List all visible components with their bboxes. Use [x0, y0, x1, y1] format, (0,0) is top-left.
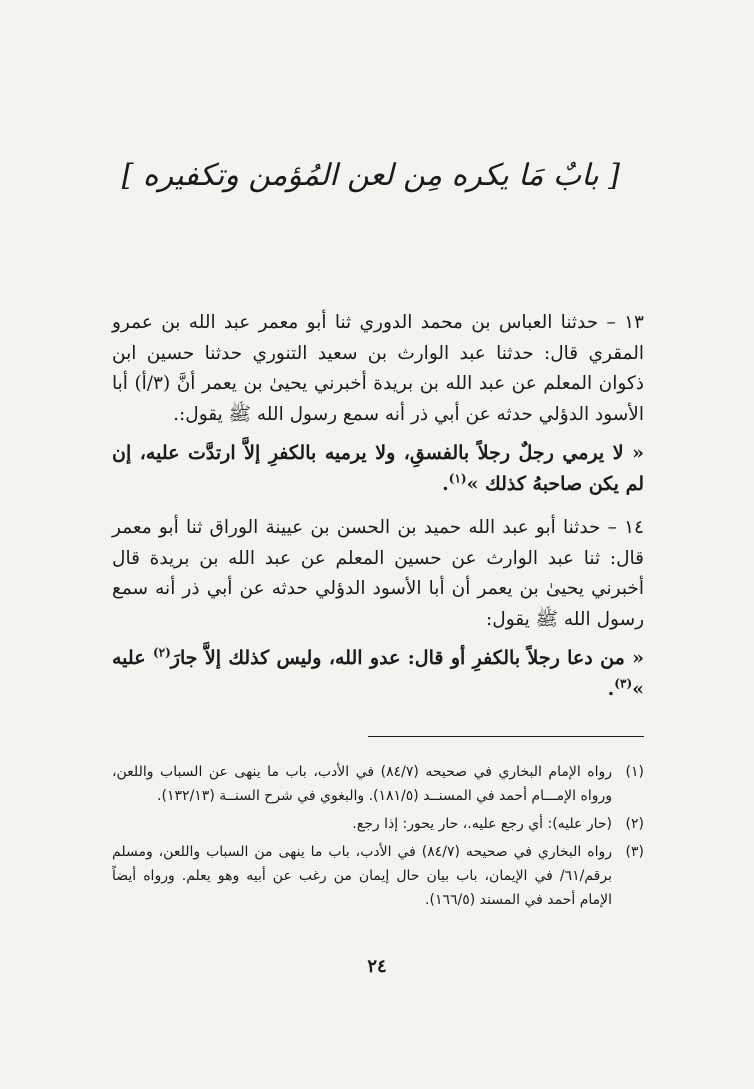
- footnote-ref-1[interactable]: (١): [448, 471, 467, 486]
- footnote-2: [112, 812, 644, 836]
- hadith-14-isnad: ١٤ – حدثنا أبو عبد الله حميد بن الحسن بن عيينة الوراق ثنا أبو معمر قال: ثنا عبد الوارث عن حسين المعلم عن عبد الله بن بريدة قال أخبرني يحيىٰ بن يعمر أن أبا الأسود الدؤلي حدثه عن أبي ذر أنه سمع رسول الله ﷺ يقول:: [112, 517, 644, 630]
- page-number: ٢٤: [367, 956, 387, 977]
- hadith-13-quote: « لا يرمي رجلٌ رجلاً بالفسقِ، ولا يرميه بالكفرِ إلاَّ ارتدَّت عليه، إن لم يكن صاحبهُ كذلك »$^{(١)}$.: [112, 442, 644, 495]
- footnote-ref-2[interactable]: (٢): [152, 645, 171, 660]
- footnote-text: (حار عليه): أي رجع عليه.، حار يحور: إذا رجع.: [352, 816, 612, 832]
- footnote-divider: [368, 736, 644, 737]
- main-text: [112, 308, 644, 704]
- footnote-number: (٣): [625, 844, 644, 860]
- hadith-13-isnad: ١٣ – حدثنا العباس بن محمد الدوري ثنا أبو معمر عبد الله بن عمرو المقري قال: حدثنا عبد الوارث بن سعيد التنوري حدثنا حسين ابن ذكوان المعلم عن عبد الله بن بريدة أخبرني يحيىٰ بن يعمر أنَّ (٣/أ) أبا الأسود الدؤلي حدثه عن أبي ذر أنه سمع رسول الله ﷺ يقول:.: [112, 312, 644, 425]
- chapter-title: [ بابٌ مَا يكره مِن لعن المُؤمن وتكفيره ]: [121, 158, 620, 193]
- hadith-14-quote: « من دعا رجلاً بالكفرِ أو قال: عدو الله، وليس كذلك إلاَّ جارَ$^{(٢)}$ عليه »$^{(٣)}$.: [112, 645, 645, 700]
- footnote-number: (١): [625, 764, 644, 780]
- footnote-number: (٢): [625, 816, 644, 832]
- footnotes: [112, 760, 644, 916]
- footnote-1: [112, 760, 644, 808]
- footnote-text: رواه البخاري في صحيحه (٨٤/٧) في الأدب، باب ما ينهى من السباب واللعن، ومسلم برقم/٦١/ في الإيمان، باب بيان حال إيمان من رغب عن أبيه وهو يعلم. ورواه أيضاً الإمام أحمد في المسند (١٦٦/٥).: [112, 844, 612, 908]
- hadith-13-quote-text: « لا يرمي رجلٌ رجلاً بالفسقِ، ولا يرميه بالكفرِ إلاَّ ارتدَّت عليه، إن لم يكن صاحبهُ كذلك »: [112, 442, 644, 495]
- hadith-14-quote-text: « من دعا رجلاً بالكفرِ أو قال: عدو الله، وليس كذلك إلاَّ جارَ: [170, 647, 645, 669]
- hadith-14-quote-end: عليه »: [112, 647, 644, 700]
- footnote-text: رواه الإمام البخاري في صحيحه (٨٤/٧) في الأدب، باب ما ينهى عن السباب واللعن، ورواه الإمـــام أحمد في المسنــد (١٨١/٥). والبغوي في شرح السنــة (١٣٢/١٣).: [112, 764, 612, 804]
- footnote-ref-3[interactable]: (٣): [614, 676, 633, 691]
- footnote-3: [112, 840, 644, 912]
